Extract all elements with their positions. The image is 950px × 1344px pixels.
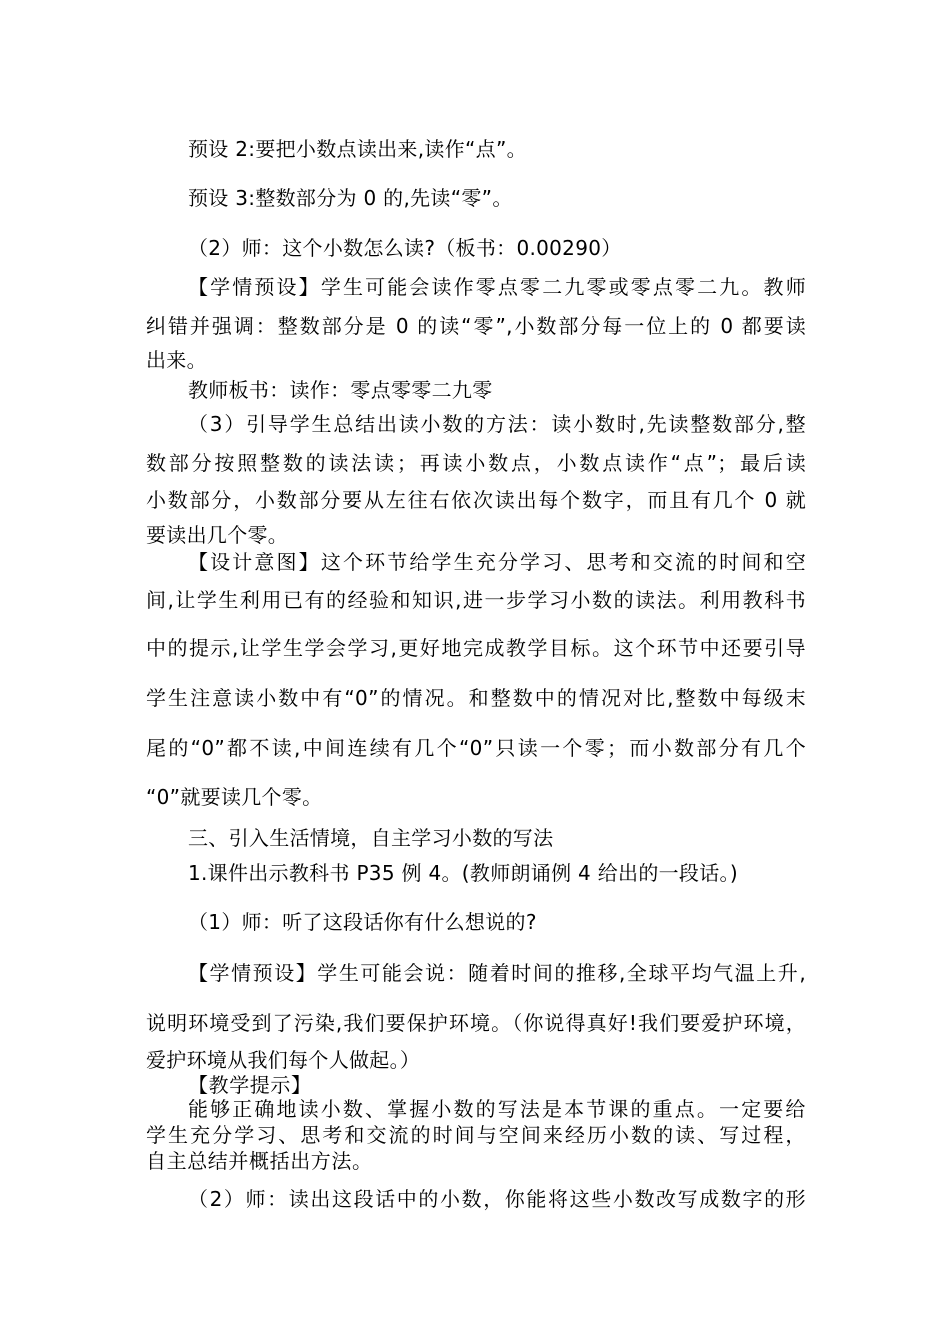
learning-preset-line-2: 纠错并强调：整数部分是 0 的读“零”,小数部分每一位上的 0 都要读: [146, 314, 806, 338]
learning-preset-2-line-1: 【学情预设】学生可能会说：随着时间的推移,全球平均气温上升,: [188, 961, 806, 985]
design-intent-line-5: 尾的“0”都不读,中间连续有几个“0”只读一个零；而小数部分有几个: [146, 736, 806, 760]
method-line-1: （3）引导学生总结出读小数的方法：读小数时,先读整数部分,整: [188, 412, 806, 436]
design-intent-line-2: 间,让学生利用已有的经验和知识,进一步学习小数的读法。利用教科书: [146, 588, 806, 612]
teaching-tip-line-1: 能够正确地读小数、掌握小数的写法是本节课的重点。一定要给: [188, 1097, 806, 1121]
teacher-board-line: 教师板书：读作：零点零零二九零: [188, 378, 493, 402]
method-line-3: 小数部分，小数部分要从左往右依次读出每个数字，而且有几个 0 就: [146, 488, 806, 512]
teacher-question-2b-line: （2）师：读出这段话中的小数，你能将这些小数改写成数字的形: [188, 1187, 806, 1211]
method-line-2: 数部分按照整数的读法读；再读小数点，小数点读作“点”；最后读: [146, 451, 806, 475]
learning-preset-2-line-3: 爱护环境从我们每个人做起。）: [146, 1048, 421, 1072]
teacher-question-1-line: （1）师：听了这段话你有什么想说的?: [188, 910, 537, 934]
learning-preset-2-line-2: 说明环境受到了污染,我们要保护环境。（你说得真好!我们要爱护环境，: [146, 1011, 806, 1035]
preset-3-line: 预设 3:整数部分为 0 的,先读“零”。: [188, 186, 513, 210]
design-intent-line-4: 学生注意读小数中有“0”的情况。和整数中的情况对比,整数中每级末: [146, 686, 806, 710]
teaching-tip-line-2: 学生充分学习、思考和交流的时间与空间来经历小数的读、写过程，: [146, 1123, 806, 1147]
design-intent-line-6: “0”就要读几个零。: [146, 785, 323, 809]
learning-preset-line-3: 出来。: [146, 348, 207, 372]
example-4-line: 1.课件出示教科书 P35 例 4。(教师朗诵例 4 给出的一段话。): [188, 861, 738, 885]
teacher-question-2-line: （2）师：这个小数怎么读?（板书：0.00290）: [188, 236, 622, 260]
design-intent-line-1: 【设计意图】这个环节给学生充分学习、思考和交流的时间和空: [188, 550, 806, 574]
design-intent-line-3: 中的提示,让学生学会学习,更好地完成教学目标。这个环节中还要引导: [146, 636, 806, 660]
teaching-tip-line-3: 自主总结并概括出方法。: [146, 1149, 373, 1173]
learning-preset-line-1: 【学情预设】学生可能会读作零点零二九零或零点零二九。教师: [188, 275, 806, 299]
teaching-tip-heading: 【教学提示】: [188, 1073, 312, 1097]
method-line-4: 要读出几个零。: [146, 523, 289, 547]
preset-2-line: 预设 2:要把小数点读出来,读作“点”。: [188, 137, 527, 161]
section-three-heading: 三、引入生活情境，自主学习小数的写法: [188, 826, 554, 850]
